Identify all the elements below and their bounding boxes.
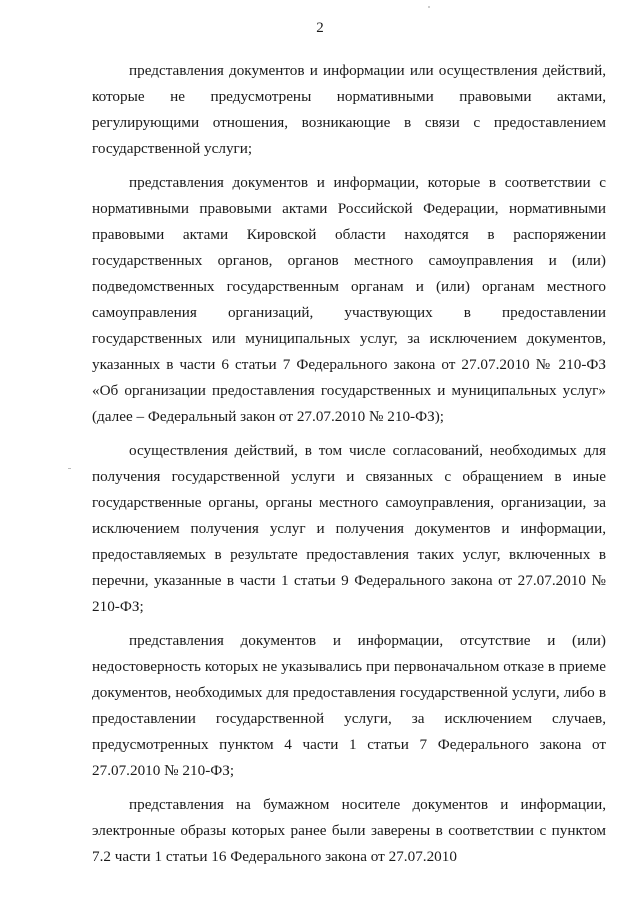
paragraph-4: представления документов и информации, отсутствие и (или) недостоверность которых не указывались при первоначальном отказе в приеме документов, необходимых для предоставления государственной услуги, либо в предоставлении государственной услуги, за исключением случаев, предусмотренных пунктом 4 части 1 статьи 7 Федерального закона от 27.07.2010 № 210-ФЗ;: [92, 632, 606, 779]
scan-artifact: [68, 468, 71, 469]
paragraph-5: представления на бумажном носителе документов и информации, электронные образы которых ранее были заверены в соответствии с пунктом 7.2 части 1 статьи 16 Федерального закона от 27.07.2010: [92, 796, 606, 865]
document-body: [92, 58, 606, 878]
page-number: 2: [316, 20, 324, 36]
scan-artifact: [428, 6, 430, 8]
paragraph-2: представления документов и информации, которые в соответствии с нормативными правовыми актами Российской Федерации, нормативными правовыми актами Кировской области находятся в распоряжении государственных органов, органов местного самоуправления и (или) подведомственных государственным органам и (или) органам местного самоуправления организаций, участвующих в предоставлении государственных или муниципальных услуг, за исключением документов, указанных в части 6 статьи 7 Федерального закона от 27.07.2010 № 210-ФЗ «Об организации предоставления государственных и муниципальных услуг» (далее – Федеральный закон от 27.07.2010 № 210-ФЗ);: [92, 174, 606, 425]
paragraph-3: осуществления действий, в том числе согласований, необходимых для получения государственной услуги и связанных с обращением в иные государственные органы, органы местного самоуправления, организации, за исключением получения услуг и получения документов и информации, предоставляемых в результате предоставления таких услуг, включенных в перечни, указанные в части 1 статьи 9 Федерального закона от 27.07.2010 № 210-ФЗ;: [92, 442, 606, 615]
paragraph-1: представления документов и информации или осуществления действий, которые не предусмотрены нормативными правовыми актами, регулирующими отношения, возникающие в связи с предоставлением государственной услуги;: [92, 62, 606, 157]
